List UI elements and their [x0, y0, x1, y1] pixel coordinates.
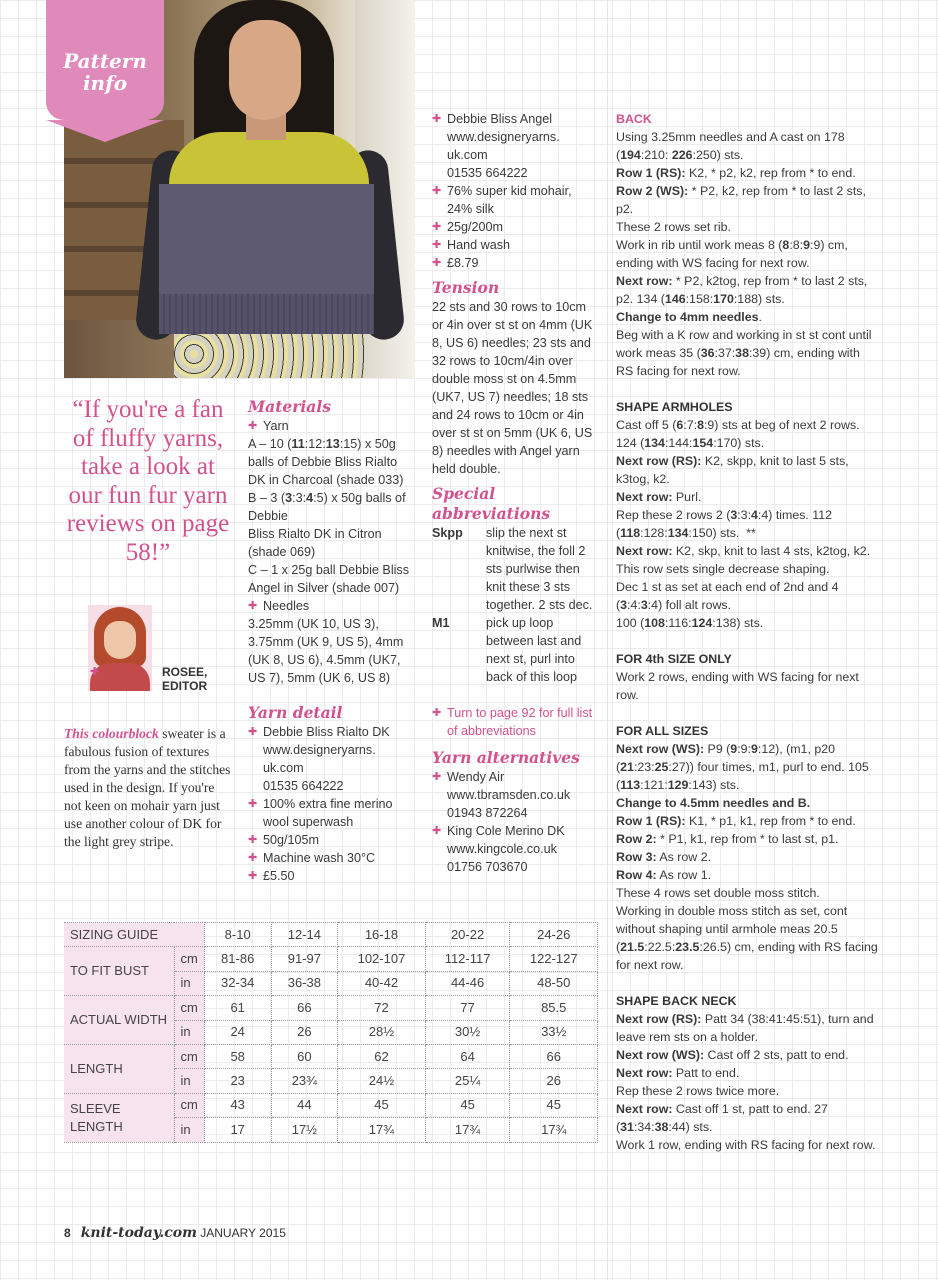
table-cell: 58 [204, 1044, 271, 1068]
instr-line: Row 1 (RS): K2, * p2, k2, rep from * to end. [616, 166, 856, 180]
angel-phone: 01535 664222 [447, 166, 528, 180]
yarn-a: A – 10 (11:12:13:15) x 50g balls of Debbie Bliss Rialto DK in Charcoal (shade 033) [248, 437, 404, 487]
table-cell: 102-107 [338, 947, 426, 971]
table-cell: 64 [425, 1044, 510, 1068]
table-cell: 44-46 [425, 971, 510, 995]
alternatives-heading: Yarn alternatives [432, 748, 580, 767]
instr-line: Row 2 (WS): * P2, k2, rep from * to last 2 sts, p2. [616, 184, 866, 216]
alt-wendy-phone: 01943 872264 [447, 806, 528, 820]
needles-list: 3.25mm (UK 10, US 3), 3.75mm (UK 9, US 5), 4mm (UK 8, US 6), 4.5mm (UK7, US 7), 5mm (UK 6, US 8) [248, 617, 404, 685]
table-cell: 122-127 [510, 947, 598, 971]
column-divider [607, 0, 608, 1280]
table-cell: 66 [510, 1044, 598, 1068]
pull-quote: “If you're a fan of fluffy yarns, take a look at our fun fur yarn reviews on page 58!” [66, 396, 230, 566]
size-header: 24-26 [510, 923, 598, 947]
tag-line1: Pattern [63, 49, 147, 73]
table-cell: 23¾ [271, 1069, 338, 1093]
table-row [64, 996, 598, 1020]
instr-line: Change to 4mm needles. [616, 310, 762, 324]
back-neck-heading: SHAPE BACK NECK [616, 994, 737, 1008]
all-sizes-heading: FOR ALL SIZES [616, 724, 709, 738]
table-cell: 17¾ [510, 1118, 598, 1142]
yarn-b: B – 3 (3:3:4:5) x 50g balls of Debbie [248, 491, 406, 523]
instr-line: These 2 rows set rib. [616, 220, 732, 234]
instr-line: Working in double moss stitch as set, cont without shaping until armhole meas 20.5 (21.5:22.5:23.5:26.5) cm, ending with RS facing for next row. [616, 904, 878, 972]
unit-cell: cm [174, 1044, 204, 1068]
instr-line: Beg with a K row and working in st st cont until work meas 35 (36:37:38:39) cm, ending with RS facing for next row. [616, 328, 872, 378]
angel-weight: ✚ 25g/200m [432, 218, 600, 236]
magazine-logo: knit-today.com [80, 1225, 197, 1241]
table-cell: 45 [510, 1093, 598, 1117]
table-cell: 40-42 [338, 971, 426, 995]
editor-title: EDITOR [162, 679, 208, 693]
alt-wendy: ✚ Wendy Air [432, 768, 600, 786]
page-number: 8 [64, 1226, 71, 1240]
angel-name: ✚ Debbie Bliss Angel [432, 110, 600, 128]
table-cell: 112-117 [425, 947, 510, 971]
tag-line2: info [82, 71, 128, 95]
abbr-skpp: Skpp slip the next st knitwise, the foll 2 sts purlwise then knit these 3 sts together. 2 sts dec. [432, 526, 593, 612]
instr-line: Next row: K2, skp, knit to last 4 sts, k2tog, k2. [616, 544, 871, 558]
editor-avatar [88, 605, 152, 691]
yarn-c: C – 1 x 25g ball Debbie Bliss Angel in Silver (shade 007) [248, 563, 410, 595]
instr-line: Work in rib until work meas 8 (8:8:9:9) cm, ending with WS facing for next row. [616, 238, 848, 270]
angel-care: ✚ Hand wash [432, 236, 600, 254]
table-cell: 17¾ [425, 1118, 510, 1142]
instr-line: Work 2 rows, ending with WS facing for next row. [616, 670, 859, 702]
yarn-detail-web2: uk.com [263, 761, 304, 775]
table-row [64, 1093, 598, 1117]
instr-line: These 4 rows set double moss stitch. [616, 886, 820, 900]
table-cell: 45 [338, 1093, 426, 1117]
instr-line: Rep these 2 rows 2 (3:3:4:4) times. 112 (118:128:134:150) sts. ** [616, 508, 833, 540]
instr-line: Row 4: As row 1. [616, 868, 712, 882]
yarn-detail-price: ✚ £5.50 [248, 867, 416, 885]
unit-cell: cm [174, 1093, 204, 1117]
instr-line: Next row (RS): Patt 34 (38:41:45:51), turn and leave rem sts on a holder. [616, 1012, 874, 1044]
table-cell: 36-38 [271, 971, 338, 995]
table-cell: 62 [338, 1044, 426, 1068]
angel-fibre: ✚ 76% super kid mohair, 24% silk [432, 182, 600, 218]
instr-line: Dec 1 st as set at each end of 2nd and 4 (3:4:3:4) foll alt rows. [616, 580, 839, 612]
instr-line: This row sets single decrease shaping. [616, 562, 830, 576]
instr-line: 100 (108:116:124:138) sts. [616, 616, 764, 630]
intro-lead: This colourblock [64, 726, 159, 741]
instr-line: Cast off 5 (6:7:8:9) sts at beg of next 2 rows. 124 (134:144:154:170) sts. [616, 418, 860, 450]
instr-line: Work 1 row, ending with RS facing for next row. [616, 1138, 876, 1152]
needles-label: ✚ Needles [248, 597, 416, 615]
alt-kingcole-phone: 01756 703670 [447, 860, 528, 874]
editor-credit [162, 665, 207, 693]
instr-line: Next row: Patt to end. [616, 1066, 740, 1080]
abbreviations-heading: Special abbreviations [432, 484, 551, 523]
unit-cell: in [174, 1118, 204, 1142]
page-footer [64, 1225, 286, 1241]
pattern-instructions [616, 110, 878, 1154]
sizing-title: SIZING GUIDE [64, 923, 204, 947]
pattern-info-tag [46, 0, 164, 120]
angel-web2: uk.com [447, 148, 488, 162]
table-cell: 26 [510, 1069, 598, 1093]
instr-line: Row 3: As row 2. [616, 850, 712, 864]
table-cell: 85.5 [510, 996, 598, 1020]
instr-line: Next row: Cast off 1 st, patt to end. 27 (31:34:38:44) sts. [616, 1102, 828, 1134]
table-cell: 66 [271, 996, 338, 1020]
size-header: 8-10 [204, 923, 271, 947]
instr-line: Next row (RS): K2, skpp, knit to last 5 sts, k3tog, k2. [616, 454, 849, 486]
table-cell: 17 [204, 1118, 271, 1142]
instr-line: Row 2: * P1, k1, rep from * to last st, p1. [616, 832, 839, 846]
yarn-detail-weight: ✚ 50g/105m [248, 831, 416, 849]
intro-body: sweater is a fabulous fusion of textures from the yarns and the stitches used in the design. If you're not keen on mohair yarn just use another colour of DK for the light grey stripe. [64, 726, 231, 849]
table-cell: 25¼ [425, 1069, 510, 1093]
instr-line: Next row (WS): P9 (9:9:9:12), (m1, p20 (21:23:25:27)) four times, m1, purl to end. 105 (113:121:129:143) sts. [616, 742, 869, 792]
table-cell: 33½ [510, 1020, 598, 1044]
yarn-detail-heading: Yarn detail [248, 703, 343, 722]
editor-name: ROSEE, [162, 665, 208, 679]
row-label: ACTUAL WIDTH [64, 996, 174, 1045]
instr-line: Row 1 (RS): K1, * p1, k1, rep from * to end. [616, 814, 856, 828]
angel-web1: www.designeryarns. [447, 130, 560, 144]
unit-cell: cm [174, 947, 204, 971]
table-cell: 24 [204, 1020, 271, 1044]
unit-cell: in [174, 971, 204, 995]
unit-cell: in [174, 1069, 204, 1093]
tension-heading: Tension [432, 278, 500, 297]
angel-price: ✚ £8.79 [432, 254, 600, 272]
alt-kingcole: ✚ King Cole Merino DK [432, 822, 600, 840]
yarn-label: ✚ Yarn [248, 417, 416, 435]
row-label: TO FIT BUST [64, 947, 174, 996]
yarn-detail-fibre: ✚ 100% extra fine merino wool superwash [248, 795, 416, 831]
table-cell: 60 [271, 1044, 338, 1068]
table-row [64, 1044, 598, 1068]
table-cell: 44 [271, 1093, 338, 1117]
materials-column [248, 397, 416, 885]
materials-heading: Materials [248, 397, 331, 416]
alt-wendy-web: www.tbramsden.co.uk [447, 788, 571, 802]
table-cell: 26 [271, 1020, 338, 1044]
alt-kingcole-web: www.kingcole.co.uk [447, 842, 557, 856]
yarn-detail-care: ✚ Machine wash 30°C [248, 849, 416, 867]
back-heading: BACK [616, 112, 652, 126]
instr-line: Next row: * P2, k2tog, rep from * to last 2 sts, p2. 134 (146:158:170:188) sts. [616, 274, 868, 306]
unit-cell: cm [174, 996, 204, 1020]
table-cell: 17¾ [338, 1118, 426, 1142]
table-cell: 48-50 [510, 971, 598, 995]
table-cell: 32-34 [204, 971, 271, 995]
issue-date: JANUARY 2015 [200, 1226, 286, 1240]
table-cell: 28½ [338, 1020, 426, 1044]
yarn-info-column [432, 110, 600, 876]
table-cell: 43 [204, 1093, 271, 1117]
table-cell: 77 [425, 996, 510, 1020]
instr-line: Rep these 2 rows twice more. [616, 1084, 780, 1098]
instr-line: Next row (WS): Cast off 2 sts, patt to end. [616, 1048, 849, 1062]
table-cell: 30½ [425, 1020, 510, 1044]
abbr-m1: M1 pick up loop between last and next st, purl into back of this loop [432, 616, 582, 684]
yarn-b-detail: Bliss Rialto DK in Citron (shade 069) [248, 527, 382, 559]
table-cell: 81-86 [204, 947, 271, 971]
armholes-heading: SHAPE ARMHOLES [616, 400, 733, 414]
tension-text: 22 sts and 30 rows to 10cm or 4in over st st on 4mm (UK 8, US 6) needles; 23 sts and 32 rows to 10cm/4in over double moss st on 4.5mm (UK7, US 7) needles; 18 sts and 24 rows to 10cm or 4in over st st on 5mm (UK 6, US 8) needles with Angel yarn held double. [432, 300, 593, 476]
table-cell: 91-97 [271, 947, 338, 971]
yarn-detail-phone: 01535 664222 [263, 779, 344, 793]
unit-cell: in [174, 1020, 204, 1044]
yarn-detail-web1: www.designeryarns. [263, 743, 376, 757]
yarn-detail-name: ✚ Debbie Bliss Rialto DK [248, 723, 416, 741]
table-row [64, 947, 598, 971]
intro-text [64, 725, 234, 851]
table-cell: 45 [425, 1093, 510, 1117]
size-header: 16-18 [338, 923, 426, 947]
instr-line: Using 3.25mm needles and A cast on 178 (194:210: 226:250) sts. [616, 130, 845, 162]
table-cell: 23 [204, 1069, 271, 1093]
table-cell: 61 [204, 996, 271, 1020]
instr-line: Change to 4.5mm needles and B. [616, 796, 811, 810]
fourth-size-heading: FOR 4th SIZE ONLY [616, 652, 732, 666]
abbreviations-link[interactable]: ✚ Turn to page 92 for full list of abbreviations [432, 704, 600, 740]
row-label: LENGTH [64, 1044, 174, 1093]
sizing-table [64, 922, 598, 1143]
table-cell: 72 [338, 996, 426, 1020]
table-cell: 24½ [338, 1069, 426, 1093]
row-label: SLEEVE LENGTH [64, 1093, 174, 1142]
instr-line: Next row: Purl. [616, 490, 702, 504]
table-row [64, 923, 598, 947]
size-header: 12-14 [271, 923, 338, 947]
size-header: 20-22 [425, 923, 510, 947]
table-cell: 17½ [271, 1118, 338, 1142]
